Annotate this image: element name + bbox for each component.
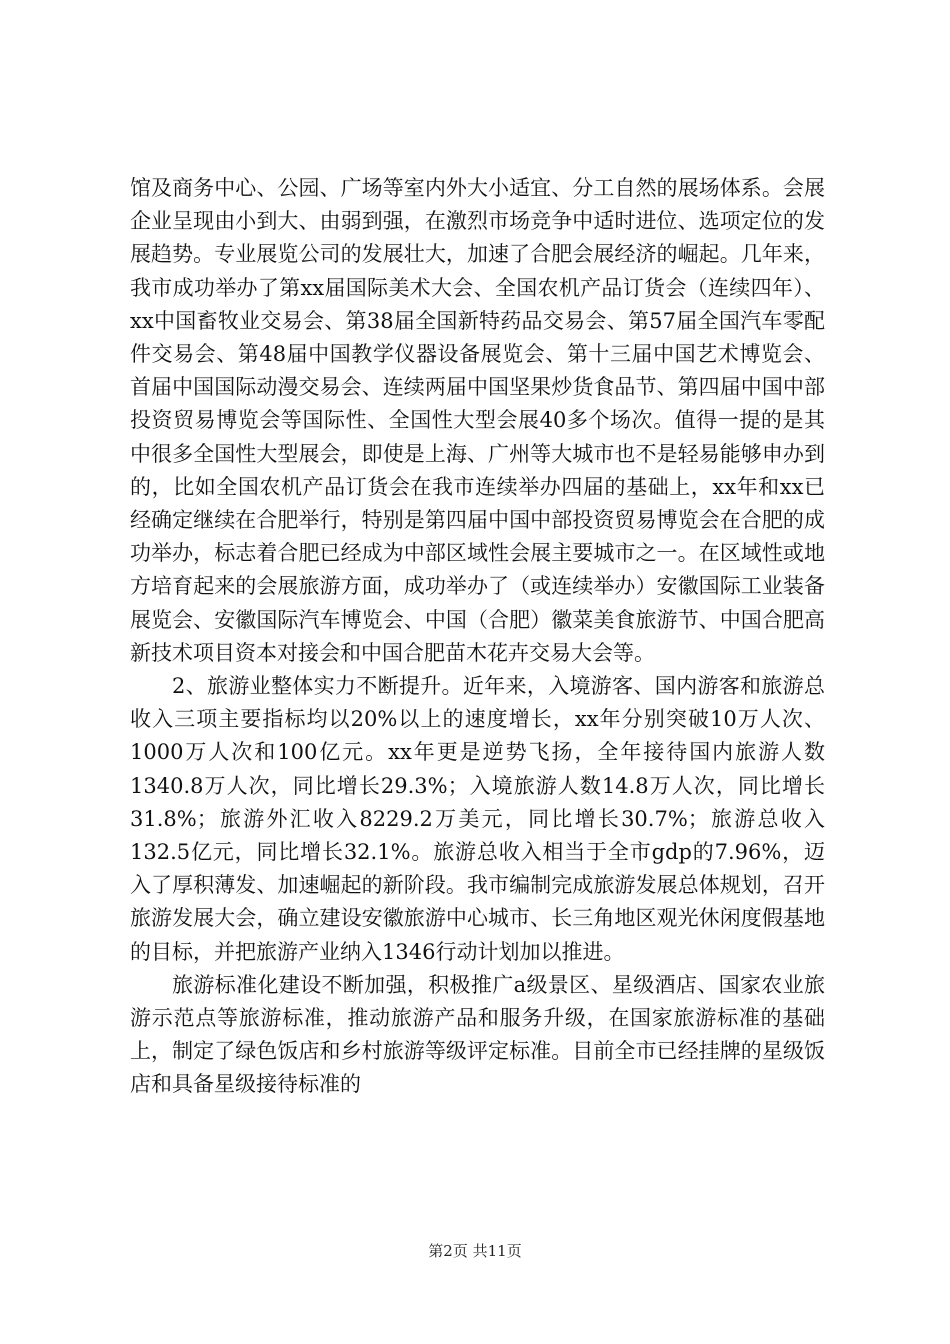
- paragraph-tourism-strength: 2、旅游业整体实力不断提升。近年来，入境游客、国内游客和旅游总收入三项主要指标均以20%以上的速度增长，xx年分别突破10万人次、1000万人次和100亿元。xx年更是逆势飞扬，全年接待国内旅游人数1340.8万人次，同比增长29.3%；入境旅游人数14.8万人次，同比增长31.8%；旅游外汇收入8229.2万美元，同比增长30.7%；旅游总收入132.5亿元，同比增长32.1%。旅游总收入相当于全市gdp的7.96%，迈入了厚积薄发、加速崛起的新阶段。我市编制完成旅游发展总体规划，召开旅游发展大会，确立建设安徽旅游中心城市、长三角地区观光休闲度假基地的目标，并把旅游产业纳入1346行动计划加以推进。: [130, 674, 825, 964]
- page-footer: 第2页 共11页: [428, 1242, 522, 1260]
- paragraph-continuation: 馆及商务中心、公园、广场等室内外大小适宜、分工自然的展场体系。会展企业呈现由小到大、由弱到强，在激烈市场竞争中适时进位、选项定位的发展趋势。专业展览公司的发展壮大，加速了合肥会展经济的崛起。几年来，我市成功举办了第xx届国际美术大会、全国农机产品订货会（连续四年）、xx中国畜牧业交易会、第38届全国新特药品交易会、第57届全国汽车零配件交易会、第48届中国教学仪器设备展览会、第十三届中国艺术博览会、首届中国国际动漫交易会、连续两届中国坚果炒货食品节、第四届中国中部投资贸易博览会等国际性、全国性大型会展40多个场次。值得一提的是其中很多全国性大型展会，即使是上海、广州等大城市也不是轻易能够申办到的，比如全国农机产品订货会在我市连续举办四届的基础上，xx年和xx已经确定继续在合肥举行，特别是第四届中国中部投资贸易博览会在合肥的成功举办，标志着合肥已经成为中部区域性会展主要城市之一。在区域性或地方培育起来的会展旅游方面，成功举办了（或连续举办）安徽国际工业装备展览会、安徽国际汽车博览会、中国（合肥）徽菜美食旅游节、中国合肥高新技术项目资本对接会和中国合肥苗木花卉交易大会等。: [130, 176, 825, 665]
- paragraph-tourism-standards: 旅游标准化建设不断加强，积极推广a级景区、星级酒店、国家农业旅游示范点等旅游标准，推动旅游产品和服务升级，在国家旅游标准的基础上，制定了绿色饭店和乡村旅游等级评定标准。目前全市已经挂牌的星级饭店和具备星级接待标准的: [130, 972, 825, 1097]
- document-body: [130, 172, 825, 1102]
